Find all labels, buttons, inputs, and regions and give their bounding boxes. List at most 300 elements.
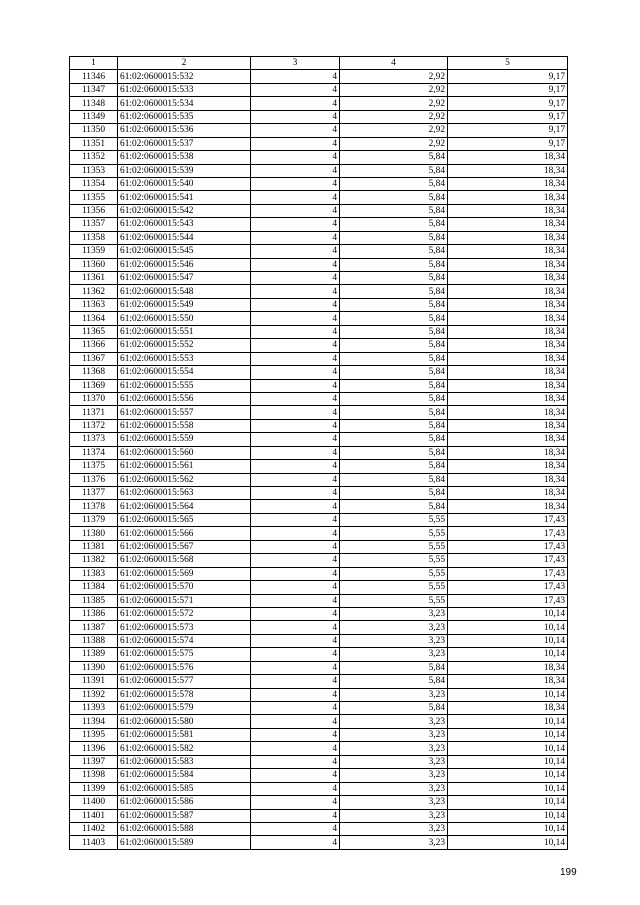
table-cell-col-4: 3,23 [340, 648, 448, 661]
table-cell-col-5: 18,34 [448, 675, 568, 688]
table-cell-col-3: 4 [251, 218, 340, 231]
table-cell-col-3: 4 [251, 97, 340, 110]
table-row [70, 513, 568, 526]
table-cell-col-3: 4 [251, 379, 340, 392]
table-cell-col-5: 17,43 [448, 540, 568, 553]
table-cell-col-2: 61:02:0600015:565 [118, 513, 251, 526]
table-cell-col-4: 3,23 [340, 715, 448, 728]
table-cell-col-5: 17,43 [448, 554, 568, 567]
table-row [70, 836, 568, 849]
table-cell-col-1: 11347 [70, 83, 118, 96]
table-cell-col-2: 61:02:0600015:564 [118, 500, 251, 513]
table-cell-col-3: 4 [251, 675, 340, 688]
table-cell-col-4: 5,84 [340, 675, 448, 688]
table-cell-col-5: 18,34 [448, 191, 568, 204]
table-cell-col-2: 61:02:0600015:572 [118, 607, 251, 620]
table-row [70, 675, 568, 688]
table-cell-col-1: 11370 [70, 392, 118, 405]
table-row [70, 406, 568, 419]
table-cell-col-3: 4 [251, 433, 340, 446]
table-cell-col-3: 4 [251, 742, 340, 755]
table-cell-col-2: 61:02:0600015:548 [118, 285, 251, 298]
table-cell-col-1: 11368 [70, 366, 118, 379]
table-cell-col-1: 11366 [70, 339, 118, 352]
table-cell-col-2: 61:02:0600015:575 [118, 648, 251, 661]
table-cell-col-2: 61:02:0600015:537 [118, 137, 251, 150]
table-cell-col-2: 61:02:0600015:546 [118, 258, 251, 271]
table-cell-col-3: 4 [251, 755, 340, 768]
table-cell-col-2: 61:02:0600015:560 [118, 446, 251, 459]
table-row [70, 419, 568, 432]
table-cell-col-4: 5,84 [340, 218, 448, 231]
table-row [70, 218, 568, 231]
table-cell-col-3: 4 [251, 124, 340, 137]
table-row [70, 809, 568, 822]
table-cell-col-4: 3,23 [340, 836, 448, 849]
table-cell-col-5: 18,34 [448, 204, 568, 217]
table-cell-col-4: 5,84 [340, 285, 448, 298]
table-body [70, 70, 568, 849]
table-cell-col-3: 4 [251, 70, 340, 83]
table-cell-col-2: 61:02:0600015:539 [118, 164, 251, 177]
table-cell-col-3: 4 [251, 607, 340, 620]
table-cell-col-4: 3,23 [340, 822, 448, 835]
table-cell-col-3: 4 [251, 110, 340, 123]
table-row [70, 728, 568, 741]
table-cell-col-2: 61:02:0600015:541 [118, 191, 251, 204]
table-cell-col-2: 61:02:0600015:563 [118, 487, 251, 500]
table-cell-col-4: 5,55 [340, 594, 448, 607]
table-cell-col-1: 11364 [70, 312, 118, 325]
table-row [70, 648, 568, 661]
header-col-3: 3 [251, 57, 340, 70]
table-cell-col-5: 9,17 [448, 97, 568, 110]
table-cell-col-2: 61:02:0600015:566 [118, 527, 251, 540]
table-cell-col-2: 61:02:0600015:562 [118, 473, 251, 486]
table-row [70, 379, 568, 392]
table-cell-col-4: 5,84 [340, 177, 448, 190]
table-row [70, 594, 568, 607]
table-cell-col-4: 5,84 [340, 258, 448, 271]
table-cell-col-5: 10,14 [448, 769, 568, 782]
table-cell-col-1: 11362 [70, 285, 118, 298]
table-cell-col-2: 61:02:0600015:535 [118, 110, 251, 123]
table-cell-col-4: 2,92 [340, 83, 448, 96]
table-cell-col-2: 61:02:0600015:550 [118, 312, 251, 325]
table-cell-col-5: 10,14 [448, 634, 568, 647]
table-cell-col-1: 11393 [70, 702, 118, 715]
table-cell-col-4: 2,92 [340, 124, 448, 137]
table-cell-col-4: 5,84 [340, 460, 448, 473]
table-cell-col-2: 61:02:0600015:578 [118, 688, 251, 701]
table-row [70, 392, 568, 405]
table-cell-col-4: 3,23 [340, 796, 448, 809]
table-row [70, 460, 568, 473]
table-cell-col-4: 5,55 [340, 554, 448, 567]
table-row [70, 473, 568, 486]
table-cell-col-5: 18,34 [448, 419, 568, 432]
table-cell-col-5: 10,14 [448, 648, 568, 661]
table-cell-col-3: 4 [251, 702, 340, 715]
table-cell-col-3: 4 [251, 419, 340, 432]
table-cell-col-2: 61:02:0600015:547 [118, 272, 251, 285]
table-cell-col-2: 61:02:0600015:580 [118, 715, 251, 728]
table-cell-col-2: 61:02:0600015:567 [118, 540, 251, 553]
table-cell-col-1: 11382 [70, 554, 118, 567]
table-cell-col-1: 11376 [70, 473, 118, 486]
table-cell-col-2: 61:02:0600015:557 [118, 406, 251, 419]
table-cell-col-1: 11358 [70, 231, 118, 244]
table-cell-col-5: 10,14 [448, 782, 568, 795]
table-cell-col-2: 61:02:0600015:583 [118, 755, 251, 768]
table-cell-col-4: 5,55 [340, 581, 448, 594]
table-cell-col-3: 4 [251, 634, 340, 647]
table-cell-col-5: 10,14 [448, 688, 568, 701]
table-cell-col-3: 4 [251, 352, 340, 365]
table-cell-col-5: 18,34 [448, 339, 568, 352]
table-cell-col-2: 61:02:0600015:588 [118, 822, 251, 835]
table-cell-col-5: 18,34 [448, 245, 568, 258]
table-cell-col-2: 61:02:0600015:569 [118, 567, 251, 580]
table-cell-col-5: 18,34 [448, 379, 568, 392]
table-cell-col-2: 61:02:0600015:551 [118, 325, 251, 338]
table-row [70, 97, 568, 110]
table-cell-col-3: 4 [251, 473, 340, 486]
table-cell-col-1: 11401 [70, 809, 118, 822]
table-cell-col-4: 5,84 [340, 392, 448, 405]
table-cell-col-2: 61:02:0600015:589 [118, 836, 251, 849]
table-cell-col-1: 11402 [70, 822, 118, 835]
table-cell-col-4: 5,84 [340, 379, 448, 392]
table-cell-col-5: 18,34 [448, 460, 568, 473]
table-row [70, 258, 568, 271]
table-row [70, 796, 568, 809]
header-col-1: 1 [70, 57, 118, 70]
table-cell-col-2: 61:02:0600015:555 [118, 379, 251, 392]
table-row [70, 285, 568, 298]
table-row [70, 366, 568, 379]
table-row [70, 487, 568, 500]
table-cell-col-5: 18,34 [448, 312, 568, 325]
table-cell-col-5: 18,34 [448, 500, 568, 513]
table-cell-col-2: 61:02:0600015:533 [118, 83, 251, 96]
table-cell-col-3: 4 [251, 272, 340, 285]
table-row [70, 702, 568, 715]
table-cell-col-2: 61:02:0600015:532 [118, 70, 251, 83]
table-cell-col-4: 5,84 [340, 298, 448, 311]
table-row [70, 231, 568, 244]
data-table [69, 56, 568, 850]
table-cell-col-2: 61:02:0600015:552 [118, 339, 251, 352]
table-cell-col-5: 18,34 [448, 151, 568, 164]
table-row [70, 191, 568, 204]
table-cell-col-3: 4 [251, 487, 340, 500]
table-cell-col-5: 18,34 [448, 231, 568, 244]
table-cell-col-4: 3,23 [340, 769, 448, 782]
table-cell-col-5: 18,34 [448, 352, 568, 365]
table-cell-col-3: 4 [251, 796, 340, 809]
table-cell-col-1: 11363 [70, 298, 118, 311]
table-cell-col-4: 3,23 [340, 634, 448, 647]
table-row [70, 554, 568, 567]
table-cell-col-1: 11379 [70, 513, 118, 526]
table-row [70, 446, 568, 459]
table-cell-col-3: 4 [251, 715, 340, 728]
table-row [70, 607, 568, 620]
table-cell-col-4: 3,23 [340, 809, 448, 822]
table-cell-col-1: 11377 [70, 487, 118, 500]
table-cell-col-1: 11353 [70, 164, 118, 177]
table-cell-col-1: 11380 [70, 527, 118, 540]
table-cell-col-3: 4 [251, 446, 340, 459]
table-row [70, 312, 568, 325]
table-cell-col-3: 4 [251, 191, 340, 204]
table-cell-col-3: 4 [251, 782, 340, 795]
table-cell-col-4: 5,55 [340, 540, 448, 553]
table-cell-col-3: 4 [251, 231, 340, 244]
table-row [70, 715, 568, 728]
table-cell-col-2: 61:02:0600015:576 [118, 661, 251, 674]
table-cell-col-2: 61:02:0600015:542 [118, 204, 251, 217]
table-row [70, 83, 568, 96]
table-cell-col-3: 4 [251, 137, 340, 150]
table-cell-col-4: 5,55 [340, 567, 448, 580]
table-cell-col-3: 4 [251, 312, 340, 325]
table-cell-col-5: 18,34 [448, 702, 568, 715]
table-cell-col-5: 10,14 [448, 621, 568, 634]
table-cell-col-1: 11389 [70, 648, 118, 661]
table-row [70, 339, 568, 352]
table-cell-col-1: 11365 [70, 325, 118, 338]
table-row [70, 567, 568, 580]
table-row [70, 769, 568, 782]
table-cell-col-4: 3,23 [340, 755, 448, 768]
table-cell-col-2: 61:02:0600015:568 [118, 554, 251, 567]
table-cell-col-5: 18,34 [448, 446, 568, 459]
table-cell-col-1: 11396 [70, 742, 118, 755]
table-row [70, 325, 568, 338]
table-cell-col-1: 11383 [70, 567, 118, 580]
table-cell-col-4: 3,23 [340, 621, 448, 634]
table-cell-col-4: 5,84 [340, 419, 448, 432]
table-cell-col-5: 18,34 [448, 272, 568, 285]
table-row [70, 272, 568, 285]
table-cell-col-1: 11357 [70, 218, 118, 231]
table-cell-col-3: 4 [251, 298, 340, 311]
table-row [70, 204, 568, 217]
table-cell-col-3: 4 [251, 554, 340, 567]
table-cell-col-4: 2,92 [340, 137, 448, 150]
page-number: 199 [560, 867, 577, 878]
table-cell-col-2: 61:02:0600015:585 [118, 782, 251, 795]
table-cell-col-2: 61:02:0600015:554 [118, 366, 251, 379]
table-cell-col-2: 61:02:0600015:577 [118, 675, 251, 688]
table-cell-col-5: 18,34 [448, 285, 568, 298]
table-cell-col-5: 18,34 [448, 406, 568, 419]
table-cell-col-3: 4 [251, 769, 340, 782]
table-row [70, 151, 568, 164]
table-row [70, 110, 568, 123]
table-row [70, 500, 568, 513]
table-cell-col-3: 4 [251, 688, 340, 701]
table-row [70, 634, 568, 647]
table-cell-col-3: 4 [251, 540, 340, 553]
header-row [70, 57, 568, 70]
table-cell-col-1: 11351 [70, 137, 118, 150]
table-cell-col-4: 5,84 [340, 204, 448, 217]
table-cell-col-4: 5,84 [340, 339, 448, 352]
table-row [70, 137, 568, 150]
table-cell-col-5: 18,34 [448, 433, 568, 446]
table-cell-col-1: 11400 [70, 796, 118, 809]
header-col-2: 2 [118, 57, 251, 70]
table-cell-col-2: 61:02:0600015:543 [118, 218, 251, 231]
table-row [70, 298, 568, 311]
table-cell-col-4: 5,84 [340, 325, 448, 338]
table-cell-col-3: 4 [251, 513, 340, 526]
table-cell-col-4: 5,84 [340, 352, 448, 365]
table-cell-col-1: 11395 [70, 728, 118, 741]
table-cell-col-2: 61:02:0600015:538 [118, 151, 251, 164]
table-cell-col-4: 5,84 [340, 487, 448, 500]
table-cell-col-2: 61:02:0600015:556 [118, 392, 251, 405]
table-cell-col-3: 4 [251, 392, 340, 405]
table-cell-col-3: 4 [251, 581, 340, 594]
table-cell-col-2: 61:02:0600015:553 [118, 352, 251, 365]
table-cell-col-4: 5,84 [340, 406, 448, 419]
table-cell-col-4: 2,92 [340, 70, 448, 83]
table-row [70, 540, 568, 553]
table-cell-col-1: 11356 [70, 204, 118, 217]
table-cell-col-1: 11355 [70, 191, 118, 204]
table-cell-col-1: 11381 [70, 540, 118, 553]
table-cell-col-5: 18,34 [448, 366, 568, 379]
table-cell-col-3: 4 [251, 366, 340, 379]
table-cell-col-4: 5,84 [340, 151, 448, 164]
table-cell-col-2: 61:02:0600015:549 [118, 298, 251, 311]
table-cell-col-5: 10,14 [448, 755, 568, 768]
table-cell-col-5: 9,17 [448, 124, 568, 137]
table-cell-col-3: 4 [251, 648, 340, 661]
table-cell-col-2: 61:02:0600015:558 [118, 419, 251, 432]
table-cell-col-5: 10,14 [448, 742, 568, 755]
table-row [70, 755, 568, 768]
data-table-container [69, 56, 568, 850]
table-cell-col-1: 11360 [70, 258, 118, 271]
table-cell-col-1: 11350 [70, 124, 118, 137]
table-cell-col-2: 61:02:0600015:570 [118, 581, 251, 594]
table-cell-col-2: 61:02:0600015:536 [118, 124, 251, 137]
table-cell-col-3: 4 [251, 339, 340, 352]
table-cell-col-5: 10,14 [448, 822, 568, 835]
table-cell-col-1: 11403 [70, 836, 118, 849]
table-cell-col-1: 11398 [70, 769, 118, 782]
table-row [70, 581, 568, 594]
table-row [70, 822, 568, 835]
table-cell-col-3: 4 [251, 728, 340, 741]
table-cell-col-1: 11352 [70, 151, 118, 164]
table-cell-col-1: 11397 [70, 755, 118, 768]
table-cell-col-5: 17,43 [448, 581, 568, 594]
header-col-4: 4 [340, 57, 448, 70]
table-cell-col-1: 11378 [70, 500, 118, 513]
table-cell-col-2: 61:02:0600015:573 [118, 621, 251, 634]
table-cell-col-3: 4 [251, 177, 340, 190]
table-cell-col-3: 4 [251, 460, 340, 473]
table-cell-col-3: 4 [251, 836, 340, 849]
table-row [70, 164, 568, 177]
table-cell-col-1: 11354 [70, 177, 118, 190]
table-cell-col-5: 18,34 [448, 218, 568, 231]
table-row [70, 661, 568, 674]
table-cell-col-3: 4 [251, 567, 340, 580]
table-cell-col-1: 11372 [70, 419, 118, 432]
table-cell-col-4: 5,84 [340, 272, 448, 285]
table-row [70, 782, 568, 795]
table-row [70, 177, 568, 190]
table-cell-col-2: 61:02:0600015:584 [118, 769, 251, 782]
table-cell-col-3: 4 [251, 809, 340, 822]
table-cell-col-4: 5,84 [340, 661, 448, 674]
table-row [70, 245, 568, 258]
table-cell-col-2: 61:02:0600015:540 [118, 177, 251, 190]
table-row [70, 352, 568, 365]
table-cell-col-4: 3,23 [340, 782, 448, 795]
table-cell-col-5: 10,14 [448, 607, 568, 620]
table-cell-col-5: 9,17 [448, 110, 568, 123]
table-cell-col-3: 4 [251, 325, 340, 338]
table-cell-col-5: 17,43 [448, 594, 568, 607]
table-row [70, 527, 568, 540]
table-cell-col-5: 18,34 [448, 487, 568, 500]
table-cell-col-2: 61:02:0600015:587 [118, 809, 251, 822]
table-cell-col-5: 18,34 [448, 258, 568, 271]
table-cell-col-3: 4 [251, 245, 340, 258]
table-cell-col-2: 61:02:0600015:561 [118, 460, 251, 473]
table-cell-col-4: 3,23 [340, 742, 448, 755]
table-cell-col-1: 11374 [70, 446, 118, 459]
table-cell-col-5: 18,34 [448, 473, 568, 486]
table-cell-col-5: 17,43 [448, 513, 568, 526]
table-cell-col-4: 5,84 [340, 191, 448, 204]
table-cell-col-2: 61:02:0600015:579 [118, 702, 251, 715]
table-cell-col-5: 18,34 [448, 661, 568, 674]
table-cell-col-4: 5,84 [340, 500, 448, 513]
table-cell-col-4: 3,23 [340, 607, 448, 620]
table-cell-col-3: 4 [251, 285, 340, 298]
table-cell-col-1: 11384 [70, 581, 118, 594]
table-cell-col-5: 18,34 [448, 325, 568, 338]
table-cell-col-3: 4 [251, 204, 340, 217]
table-row [70, 742, 568, 755]
table-cell-col-4: 5,84 [340, 312, 448, 325]
table-cell-col-2: 61:02:0600015:545 [118, 245, 251, 258]
table-cell-col-4: 5,55 [340, 513, 448, 526]
table-cell-col-5: 18,34 [448, 298, 568, 311]
table-cell-col-1: 11391 [70, 675, 118, 688]
table-cell-col-5: 18,34 [448, 177, 568, 190]
table-cell-col-1: 11371 [70, 406, 118, 419]
table-cell-col-5: 10,14 [448, 715, 568, 728]
table-cell-col-1: 11392 [70, 688, 118, 701]
table-cell-col-5: 10,14 [448, 809, 568, 822]
table-cell-col-1: 11375 [70, 460, 118, 473]
table-cell-col-5: 18,34 [448, 392, 568, 405]
table-cell-col-2: 61:02:0600015:586 [118, 796, 251, 809]
table-cell-col-3: 4 [251, 164, 340, 177]
table-cell-col-1: 11369 [70, 379, 118, 392]
table-cell-col-2: 61:02:0600015:534 [118, 97, 251, 110]
